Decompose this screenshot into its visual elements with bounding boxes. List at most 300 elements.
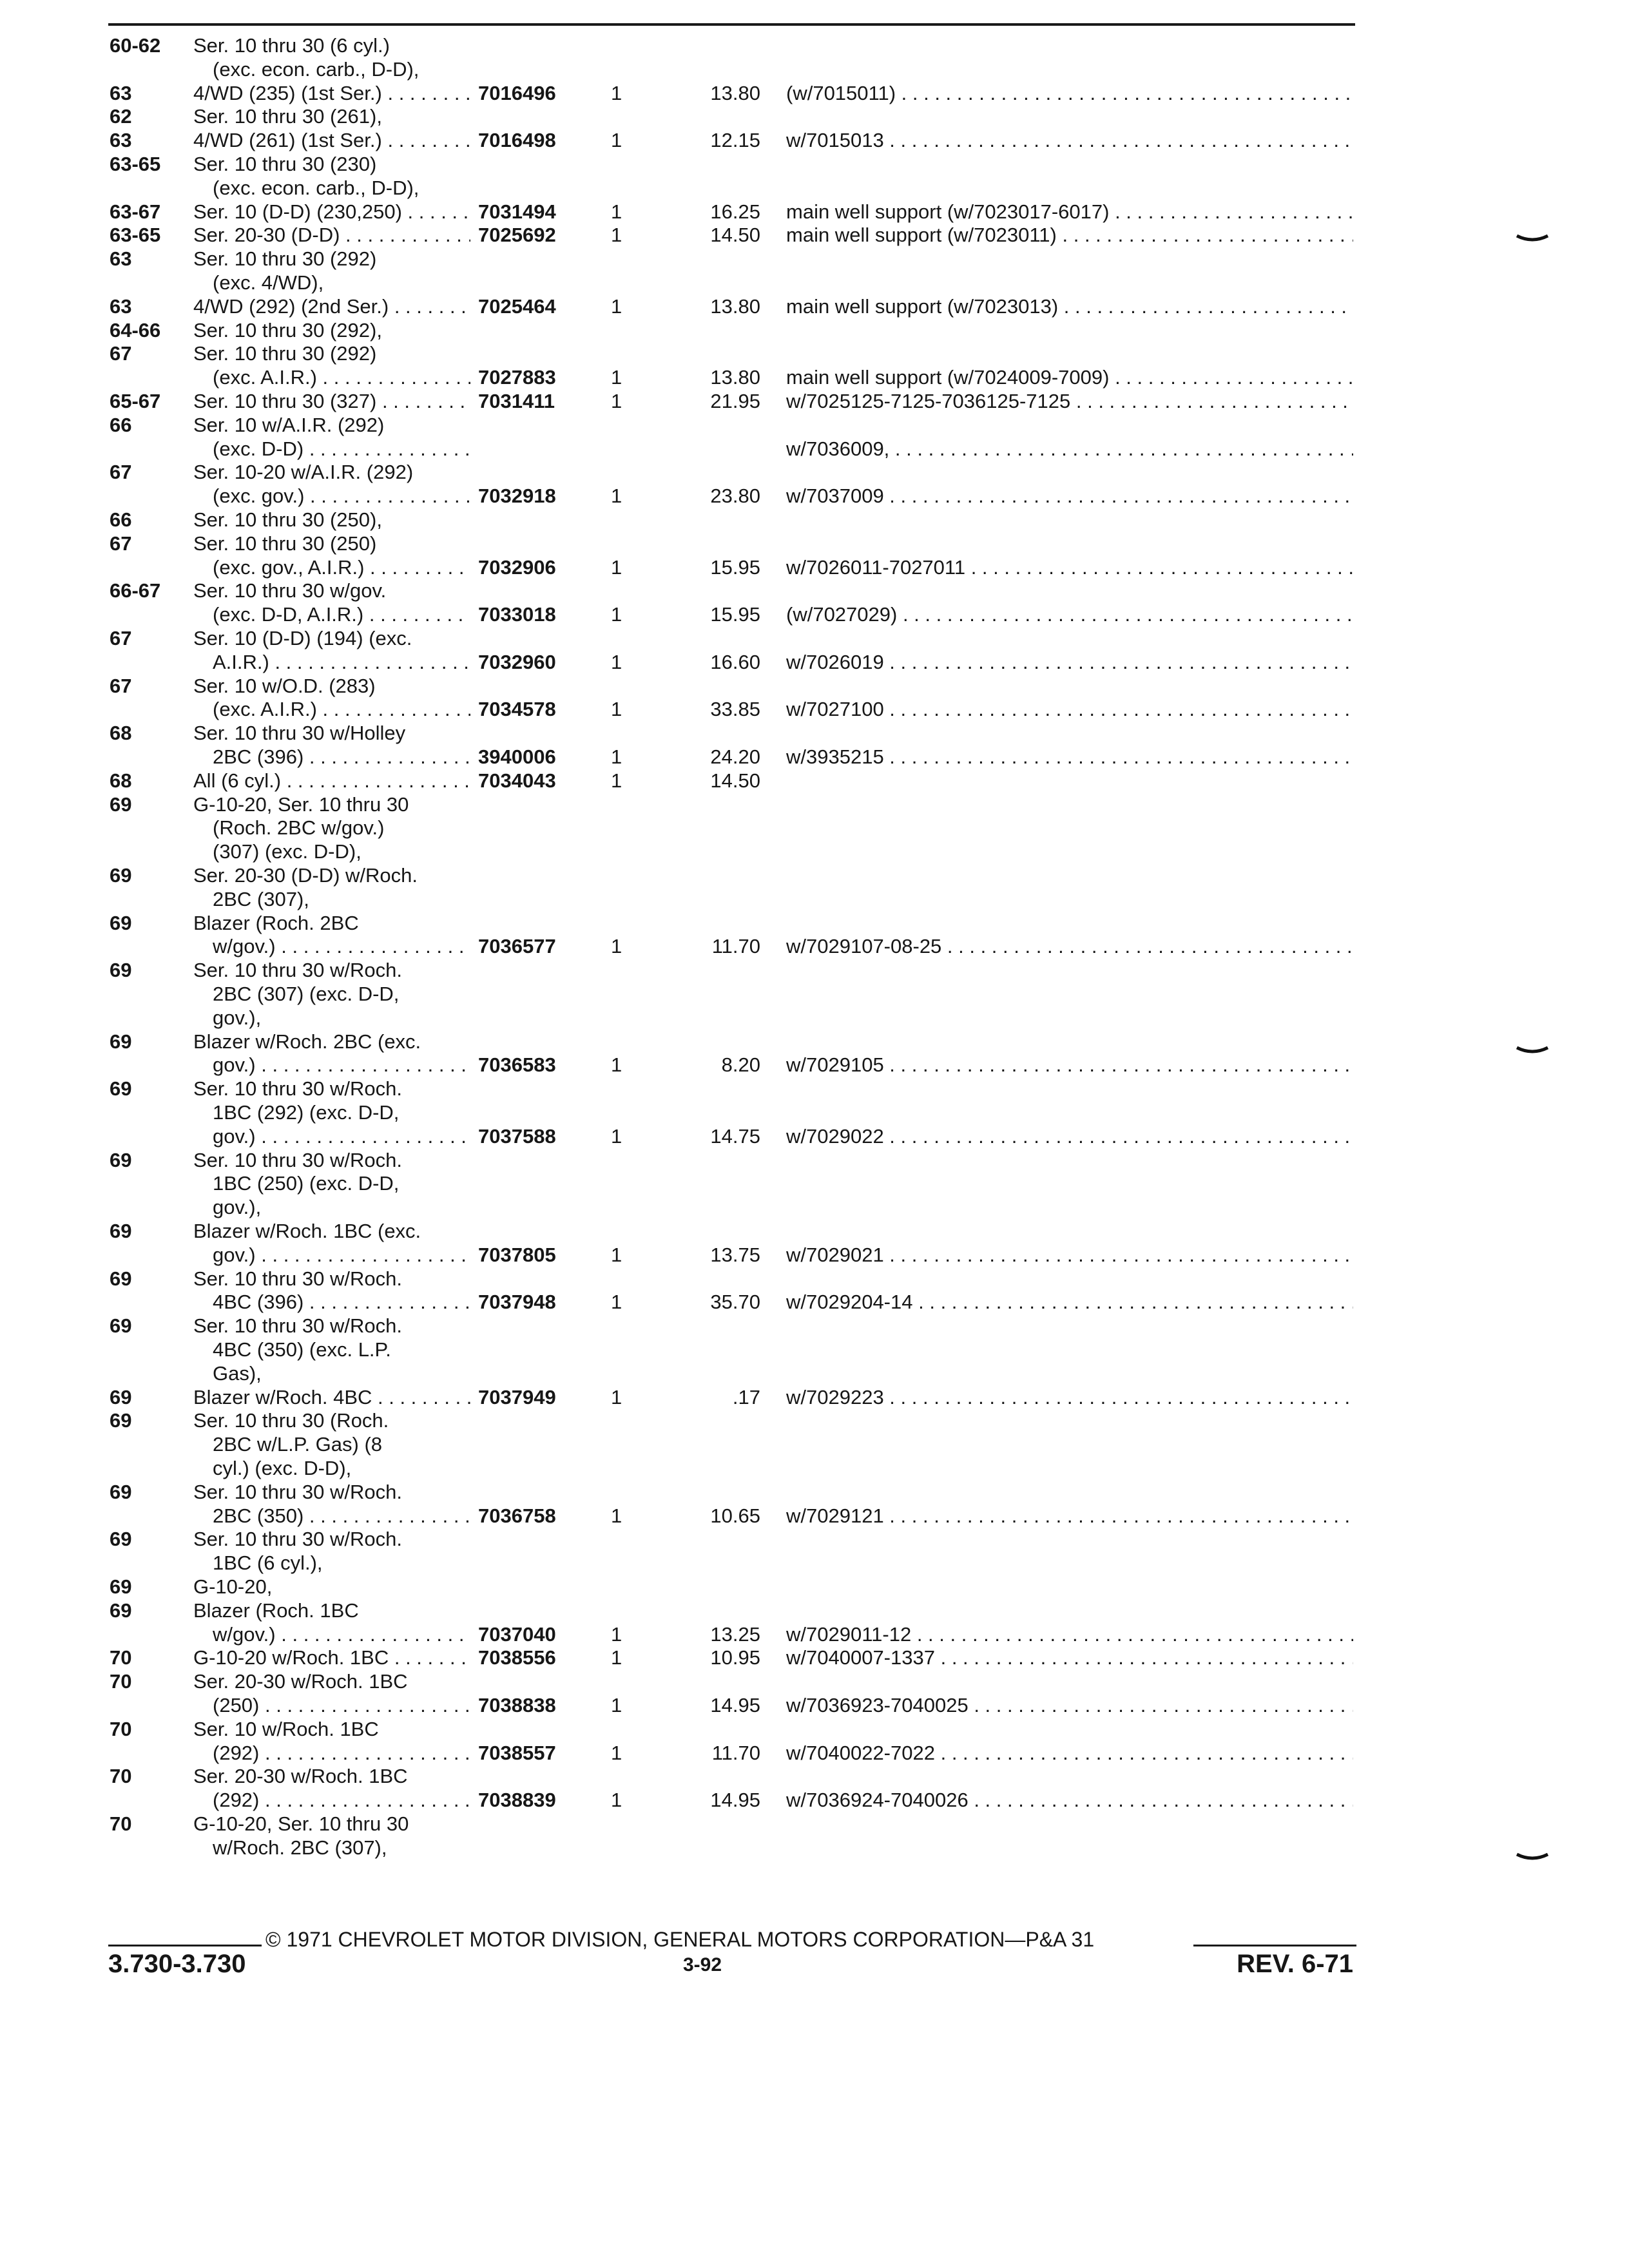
model-year: 69 bbox=[110, 1030, 132, 1053]
price: 13.80 bbox=[710, 366, 760, 389]
application-description: 2BC (307), bbox=[213, 887, 309, 910]
model-year: 63-65 bbox=[110, 153, 161, 175]
parts-row bbox=[0, 1361, 1629, 1386]
parts-row bbox=[0, 1195, 1629, 1220]
group-number: 3.730-3.730 bbox=[108, 1950, 246, 1978]
parts-row bbox=[0, 555, 1629, 580]
application-description: w/gov.) . . . bbox=[213, 1622, 470, 1647]
part-number: 7027883 bbox=[478, 366, 556, 389]
parts-row bbox=[0, 1788, 1629, 1812]
quantity: 1 bbox=[611, 769, 622, 792]
remarks: w/7029204-14 . . . bbox=[786, 1290, 1353, 1314]
quantity: 1 bbox=[611, 1243, 622, 1266]
parts-row bbox=[0, 1551, 1629, 1575]
parts-row bbox=[0, 1527, 1629, 1552]
remarks: w/7026011-7027011 . . . bbox=[786, 555, 1353, 580]
price: 14.95 bbox=[710, 1694, 760, 1716]
parts-row bbox=[0, 294, 1629, 319]
parts-row bbox=[0, 1030, 1629, 1054]
parts-row bbox=[0, 460, 1629, 485]
parts-row bbox=[0, 1077, 1629, 1101]
parts-row bbox=[0, 911, 1629, 936]
quantity: 1 bbox=[611, 1504, 622, 1527]
footer-rule-right bbox=[1193, 1945, 1356, 1946]
price: 15.95 bbox=[710, 603, 760, 626]
application-description: Ser. 20-30 w/Roch. 1BC bbox=[193, 1670, 408, 1693]
model-year: 69 bbox=[110, 1148, 132, 1171]
model-year: 63-67 bbox=[110, 200, 161, 223]
model-year: 69 bbox=[110, 911, 132, 934]
parts-row bbox=[0, 816, 1629, 840]
quantity: 1 bbox=[611, 200, 622, 223]
model-year: 63-65 bbox=[110, 224, 161, 247]
application-description: Blazer w/Roch. 2BC (exc. bbox=[193, 1030, 421, 1053]
application-description: (exc. D-D, A.I.R.) . . . bbox=[213, 602, 470, 627]
remarks: w/7029022 . . . bbox=[786, 1124, 1353, 1149]
quantity: 1 bbox=[611, 294, 622, 318]
part-number: 7038838 bbox=[478, 1694, 556, 1716]
model-year: 67 bbox=[110, 532, 132, 555]
price: 13.25 bbox=[710, 1622, 760, 1646]
part-number: 7037805 bbox=[478, 1243, 556, 1266]
application-description: Ser. 20-30 w/Roch. 1BC bbox=[193, 1765, 408, 1788]
price: 24.20 bbox=[710, 745, 760, 768]
part-number: 7032906 bbox=[478, 555, 556, 579]
part-number: 7032918 bbox=[478, 485, 556, 508]
remarks: w/7029105 . . . bbox=[786, 1053, 1353, 1077]
application-description: (292) . . . bbox=[213, 1741, 470, 1765]
application-description: (Roch. 2BC w/gov.) bbox=[213, 816, 385, 840]
application-description: Ser. 10 (D-D) (194) (exc. bbox=[193, 627, 412, 649]
part-number: 7025692 bbox=[478, 224, 556, 247]
model-year: 66 bbox=[110, 508, 132, 531]
application-description: Ser. 10 thru 30 w/Holley bbox=[193, 722, 406, 745]
parts-row bbox=[0, 1219, 1629, 1244]
parts-row bbox=[0, 1599, 1629, 1623]
application-description: G-10-20, Ser. 10 thru 30 bbox=[193, 1812, 409, 1835]
application-description: (exc. A.I.R.) . . . bbox=[213, 697, 470, 722]
model-year: 70 bbox=[110, 1812, 132, 1835]
model-year: 63 bbox=[110, 81, 132, 104]
parts-row bbox=[0, 793, 1629, 817]
part-number: 7033018 bbox=[478, 603, 556, 626]
quantity: 1 bbox=[611, 366, 622, 389]
part-number: 7034578 bbox=[478, 698, 556, 721]
part-number: 7025464 bbox=[478, 294, 556, 318]
model-year: 63 bbox=[110, 294, 132, 318]
remarks: w/7036924-7040026 . . . bbox=[786, 1788, 1353, 1812]
price: 11.70 bbox=[711, 935, 760, 958]
quantity: 1 bbox=[611, 1291, 622, 1314]
application-description: (exc. gov., A.I.R.) . . . bbox=[213, 555, 470, 580]
application-description: Ser. 10 w/Roch. 1BC bbox=[193, 1717, 379, 1740]
parts-row bbox=[0, 721, 1629, 745]
part-number: 3940006 bbox=[478, 745, 556, 768]
application-description: 2BC (307) (exc. D-D, bbox=[213, 983, 400, 1005]
application-description: Ser. 10 thru 30 w/Roch. bbox=[193, 1148, 402, 1171]
quantity: 1 bbox=[611, 390, 622, 412]
application-description: 1BC (292) (exc. D-D, bbox=[213, 1101, 400, 1124]
application-description: 2BC (350) . . . bbox=[213, 1504, 470, 1528]
model-year: 69 bbox=[110, 1575, 132, 1598]
part-number: 7037040 bbox=[478, 1622, 556, 1646]
application-description: Ser. 10 thru 30 (292), bbox=[193, 318, 382, 341]
model-year: 67 bbox=[110, 674, 132, 697]
parts-row bbox=[0, 602, 1629, 627]
model-year: 69 bbox=[110, 864, 132, 887]
application-description: Blazer (Roch. 1BC bbox=[193, 1599, 359, 1622]
model-year: 62 bbox=[110, 105, 132, 128]
parts-row bbox=[0, 223, 1629, 247]
parts-row bbox=[0, 271, 1629, 295]
parts-row bbox=[0, 769, 1629, 793]
parts-row bbox=[0, 1575, 1629, 1599]
parts-row bbox=[0, 152, 1629, 177]
model-year: 69 bbox=[110, 1480, 132, 1503]
application-description: Ser. 10-20 w/A.I.R. (292) bbox=[193, 461, 414, 484]
part-number: 7034043 bbox=[478, 769, 556, 792]
parts-row bbox=[0, 1836, 1629, 1860]
quantity: 1 bbox=[611, 1646, 622, 1669]
application-description: (307) (exc. D-D), bbox=[213, 840, 361, 863]
parts-row bbox=[0, 1456, 1629, 1481]
quantity: 1 bbox=[611, 224, 622, 247]
price: 33.85 bbox=[710, 698, 760, 721]
quantity: 1 bbox=[611, 603, 622, 626]
parts-row bbox=[0, 1812, 1629, 1836]
model-year: 63 bbox=[110, 129, 132, 152]
price: 10.95 bbox=[710, 1646, 760, 1669]
parts-row bbox=[0, 1006, 1629, 1030]
application-description: Ser. 10 thru 30 (261), bbox=[193, 105, 382, 128]
parts-row bbox=[0, 34, 1629, 58]
parts-row bbox=[0, 1669, 1629, 1694]
application-description: All (6 cyl.) . . . bbox=[193, 769, 470, 793]
parts-row bbox=[0, 200, 1629, 224]
quantity: 1 bbox=[611, 1385, 622, 1408]
parts-row bbox=[0, 508, 1629, 532]
footer-rule-left bbox=[108, 1945, 262, 1946]
parts-row bbox=[0, 1646, 1629, 1670]
parts-row bbox=[0, 389, 1629, 414]
remarks: w/7036923-7040025 . . . bbox=[786, 1693, 1353, 1718]
application-description: w/Roch. 2BC (307), bbox=[213, 1836, 387, 1859]
quantity: 1 bbox=[611, 1622, 622, 1646]
application-description: Ser. 10 thru 30 w/Roch. bbox=[193, 1077, 402, 1100]
price: 13.75 bbox=[710, 1243, 760, 1266]
model-year: 68 bbox=[110, 769, 132, 792]
top-rule bbox=[108, 23, 1355, 26]
price: 14.95 bbox=[710, 1789, 760, 1812]
application-description: 1BC (6 cyl.), bbox=[213, 1552, 323, 1575]
price: .17 bbox=[732, 1385, 760, 1408]
application-description: Ser. 10 thru 30 (250), bbox=[193, 508, 382, 531]
application-description: Ser. 10 w/A.I.R. (292) bbox=[193, 413, 385, 436]
part-number: 7037949 bbox=[478, 1385, 556, 1408]
application-description: G-10-20, bbox=[193, 1575, 273, 1598]
parts-row bbox=[0, 1504, 1629, 1528]
parts-row bbox=[0, 1764, 1629, 1789]
parts-row bbox=[0, 1408, 1629, 1433]
application-description: gov.) . . . bbox=[213, 1124, 470, 1149]
parts-row bbox=[0, 626, 1629, 651]
quantity: 1 bbox=[611, 129, 622, 152]
parts-row bbox=[0, 958, 1629, 983]
remarks: w/7029223 . . . bbox=[786, 1385, 1353, 1410]
quantity: 1 bbox=[611, 935, 622, 958]
parts-row bbox=[0, 1338, 1629, 1362]
application-description: gov.) . . . bbox=[213, 1053, 470, 1077]
parts-row bbox=[0, 1622, 1629, 1647]
application-description: 4BC (396) . . . bbox=[213, 1290, 470, 1314]
remarks: w/7026019 . . . bbox=[786, 650, 1353, 675]
remarks: w/7029121 . . . bbox=[786, 1504, 1353, 1528]
application-description: Ser. 10 (D-D) (230,250) . . . bbox=[193, 200, 470, 224]
application-description: (exc. 4/WD), bbox=[213, 271, 324, 294]
price: 8.20 bbox=[721, 1053, 760, 1077]
remarks: w/7027100 . . . bbox=[786, 697, 1353, 722]
remarks: (w/7027029) . . . bbox=[786, 602, 1353, 627]
part-number: 7016496 bbox=[478, 81, 556, 104]
model-year: 69 bbox=[110, 1077, 132, 1100]
parts-row bbox=[0, 57, 1629, 82]
remarks: w/7029021 . . . bbox=[786, 1243, 1353, 1267]
parts-row bbox=[0, 1693, 1629, 1718]
application-description: Blazer (Roch. 2BC bbox=[193, 911, 359, 934]
binding-tick-mark bbox=[1516, 233, 1549, 245]
parts-row bbox=[0, 697, 1629, 722]
quantity: 1 bbox=[611, 698, 622, 721]
model-year: 67 bbox=[110, 461, 132, 484]
application-description: 4/WD (292) (2nd Ser.) . . . bbox=[193, 294, 470, 319]
price: 13.80 bbox=[710, 81, 760, 104]
model-year: 64-66 bbox=[110, 318, 161, 341]
revision-label: REV. 6-71 bbox=[1237, 1950, 1353, 1978]
application-description: 4/WD (261) (1st Ser.) . . . bbox=[193, 128, 470, 153]
parts-row bbox=[0, 1290, 1629, 1314]
parts-row bbox=[0, 318, 1629, 343]
part-number: 7038557 bbox=[478, 1741, 556, 1764]
model-year: 69 bbox=[110, 1220, 132, 1242]
quantity: 1 bbox=[611, 1124, 622, 1148]
parts-row bbox=[0, 674, 1629, 698]
price: 35.70 bbox=[710, 1291, 760, 1314]
parts-row bbox=[0, 1717, 1629, 1742]
application-description: Ser. 10 thru 30 w/Roch. bbox=[193, 1267, 402, 1290]
model-year: 69 bbox=[110, 1528, 132, 1551]
price: 11.70 bbox=[711, 1741, 760, 1764]
model-year: 67 bbox=[110, 342, 132, 365]
parts-row bbox=[0, 1100, 1629, 1125]
model-year: 69 bbox=[110, 793, 132, 816]
part-number: 7038556 bbox=[478, 1646, 556, 1669]
part-number: 7031494 bbox=[478, 200, 556, 223]
parts-row bbox=[0, 982, 1629, 1006]
parts-row bbox=[0, 532, 1629, 556]
application-description: Ser. 10 thru 30 (292) bbox=[193, 342, 377, 365]
application-description: gov.), bbox=[213, 1196, 262, 1219]
quantity: 1 bbox=[611, 1053, 622, 1077]
parts-row bbox=[0, 176, 1629, 200]
application-description: 1BC (250) (exc. D-D, bbox=[213, 1172, 400, 1195]
parts-row bbox=[0, 1124, 1629, 1149]
application-description: Ser. 20-30 (D-D) w/Roch. bbox=[193, 864, 418, 887]
application-description: Ser. 20-30 (D-D) . . . bbox=[193, 223, 470, 247]
application-description: gov.) . . . bbox=[213, 1243, 470, 1267]
model-year: 68 bbox=[110, 722, 132, 745]
parts-row bbox=[0, 934, 1629, 959]
remarks: w/7029107-08-25 . . . bbox=[786, 934, 1353, 959]
model-year: 66-67 bbox=[110, 579, 161, 602]
parts-row bbox=[0, 863, 1629, 888]
application-description: (exc. econ. carb., D-D), bbox=[213, 176, 419, 199]
quantity: 1 bbox=[611, 745, 622, 768]
parts-row bbox=[0, 887, 1629, 912]
parts-row bbox=[0, 1148, 1629, 1173]
parts-row bbox=[0, 1243, 1629, 1267]
quantity: 1 bbox=[611, 650, 622, 673]
model-year: 63 bbox=[110, 247, 132, 271]
binding-tick-mark bbox=[1516, 1852, 1549, 1863]
part-number: 7037948 bbox=[478, 1291, 556, 1314]
application-description: G-10-20, Ser. 10 thru 30 bbox=[193, 793, 409, 816]
parts-row bbox=[0, 413, 1629, 437]
quantity: 1 bbox=[611, 485, 622, 508]
parts-row bbox=[0, 579, 1629, 603]
parts-row bbox=[0, 745, 1629, 769]
model-year: 66 bbox=[110, 413, 132, 436]
parts-row bbox=[0, 1385, 1629, 1410]
application-description: Ser. 10 thru 30 (250) bbox=[193, 532, 377, 555]
model-year: 65-67 bbox=[110, 390, 161, 412]
model-year: 69 bbox=[110, 959, 132, 982]
application-description: (exc. D-D) . . . bbox=[213, 437, 470, 461]
application-description: w/gov.) . . . bbox=[213, 934, 470, 959]
parts-row bbox=[0, 484, 1629, 508]
parts-row bbox=[0, 365, 1629, 390]
remarks: w/7029011-12 . . . bbox=[786, 1622, 1353, 1647]
price: 14.75 bbox=[710, 1124, 760, 1148]
page-number: 3-92 bbox=[683, 1954, 722, 1975]
remarks: main well support (w/7023017-6017) . . . bbox=[786, 200, 1353, 224]
application-description: Ser. 10 w/O.D. (283) bbox=[193, 674, 376, 697]
price: 21.95 bbox=[710, 390, 760, 412]
model-year: 69 bbox=[110, 1267, 132, 1290]
quantity: 1 bbox=[611, 1741, 622, 1764]
remarks: w/3935215 . . . bbox=[786, 745, 1353, 769]
application-description: Ser. 10 thru 30 (292) bbox=[193, 247, 377, 271]
application-description: Ser. 10 thru 30 w/Roch. bbox=[193, 959, 402, 982]
application-description: (exc. gov.) . . . bbox=[213, 484, 470, 508]
model-year: 69 bbox=[110, 1385, 132, 1408]
price: 10.65 bbox=[710, 1504, 760, 1527]
application-description: Blazer w/Roch. 1BC (exc. bbox=[193, 1220, 421, 1242]
parts-row bbox=[0, 1741, 1629, 1765]
price: 14.50 bbox=[710, 769, 760, 792]
remarks: main well support (w/7023011) . . . bbox=[786, 223, 1353, 247]
quantity: 1 bbox=[611, 555, 622, 579]
application-description: 2BC (396) . . . bbox=[213, 745, 470, 769]
price: 13.80 bbox=[710, 294, 760, 318]
remarks: w/7040007-1337 . . . bbox=[786, 1646, 1353, 1670]
parts-row bbox=[0, 1171, 1629, 1196]
model-year: 70 bbox=[110, 1765, 132, 1788]
part-number: 7036758 bbox=[478, 1504, 556, 1527]
application-description: Ser. 10 thru 30 (6 cyl.) bbox=[193, 34, 390, 57]
model-year: 60-62 bbox=[110, 34, 161, 57]
application-description: A.I.R.) . . . bbox=[213, 650, 470, 675]
part-number: 7036577 bbox=[478, 935, 556, 958]
model-year: 69 bbox=[110, 1314, 132, 1338]
part-number: 7031411 bbox=[478, 390, 555, 412]
parts-row bbox=[0, 1053, 1629, 1077]
price: 15.95 bbox=[710, 555, 760, 579]
application-description: gov.), bbox=[213, 1006, 262, 1029]
application-description: (250) . . . bbox=[213, 1693, 470, 1718]
model-year: 70 bbox=[110, 1670, 132, 1693]
application-description: 4/WD (235) (1st Ser.) . . . bbox=[193, 81, 470, 106]
application-description: Ser. 10 thru 30 (230) bbox=[193, 153, 377, 175]
part-number: 7037588 bbox=[478, 1124, 556, 1148]
remarks: w/7025125-7125-7036125-7125 . . . bbox=[786, 389, 1353, 414]
parts-row bbox=[0, 650, 1629, 675]
price: 12.15 bbox=[710, 129, 760, 152]
application-description: (exc. econ. carb., D-D), bbox=[213, 57, 419, 81]
model-year: 70 bbox=[110, 1717, 132, 1740]
price: 14.50 bbox=[710, 224, 760, 247]
remarks: (w/7015011) . . . bbox=[786, 81, 1353, 106]
application-description: Ser. 10 thru 30 (Roch. bbox=[193, 1409, 389, 1432]
part-number: 7036583 bbox=[478, 1053, 556, 1077]
footer-copyright: © 1971 CHEVROLET MOTOR DIVISION, GENERAL MOTORS CORPORATION—P&A 31 bbox=[265, 1928, 1095, 1951]
parts-row bbox=[0, 1480, 1629, 1504]
binding-tick-mark bbox=[1516, 1045, 1549, 1057]
quantity: 1 bbox=[611, 1789, 622, 1812]
remarks: main well support (w/7023013) . . . bbox=[786, 294, 1353, 319]
model-year: 67 bbox=[110, 627, 132, 649]
parts-row bbox=[0, 1314, 1629, 1338]
application-description: (292) . . . bbox=[213, 1788, 470, 1812]
remarks: w/7036009, . . . bbox=[786, 437, 1353, 461]
quantity: 1 bbox=[611, 1694, 622, 1716]
application-description: Gas), bbox=[213, 1361, 262, 1385]
parts-row bbox=[0, 81, 1629, 106]
quantity: 1 bbox=[611, 81, 622, 104]
parts-row bbox=[0, 247, 1629, 271]
application-description: Ser. 10 thru 30 (327) . . . bbox=[193, 389, 470, 414]
parts-row bbox=[0, 128, 1629, 153]
application-description: G-10-20 w/Roch. 1BC . . . bbox=[193, 1646, 470, 1670]
price: 16.25 bbox=[710, 200, 760, 223]
price: 16.60 bbox=[710, 650, 760, 673]
part-number: 7032960 bbox=[478, 650, 556, 673]
price: 23.80 bbox=[710, 485, 760, 508]
application-description: Blazer w/Roch. 4BC . . . bbox=[193, 1385, 470, 1410]
model-year: 70 bbox=[110, 1646, 132, 1669]
application-description: 4BC (350) (exc. L.P. bbox=[213, 1338, 391, 1361]
model-year: 69 bbox=[110, 1409, 132, 1432]
application-description: 2BC w/L.P. Gas) (8 bbox=[213, 1433, 383, 1456]
application-description: Ser. 10 thru 30 w/Roch. bbox=[193, 1314, 402, 1338]
application-description: cyl.) (exc. D-D), bbox=[213, 1457, 352, 1479]
remarks: w/7040022-7022 . . . bbox=[786, 1741, 1353, 1765]
parts-row bbox=[0, 437, 1629, 461]
part-number: 7016498 bbox=[478, 129, 556, 152]
application-description: (exc. A.I.R.) . . . bbox=[213, 365, 470, 390]
application-description: Ser. 10 thru 30 w/gov. bbox=[193, 579, 387, 602]
parts-row bbox=[0, 840, 1629, 864]
parts-row bbox=[0, 104, 1629, 129]
